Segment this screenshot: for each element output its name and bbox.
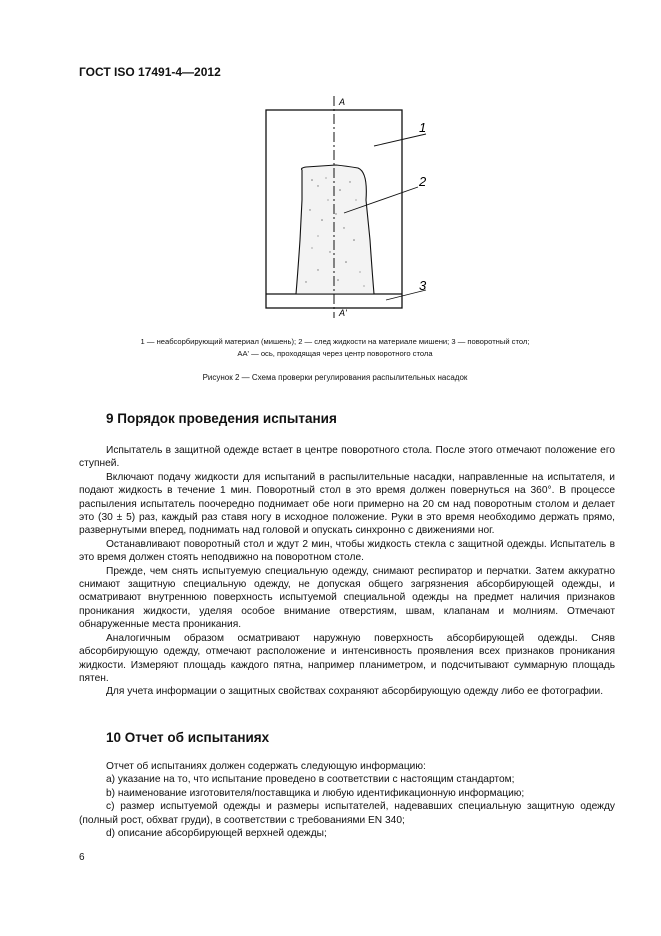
section-9-title: 9 Порядок проведения испытания bbox=[106, 411, 337, 426]
section-10-intro: Отчет об испытаниях должен содержать следующую информацию: bbox=[106, 761, 426, 772]
section-9-paragraph: Аналогичным образом осматривают наружную поверхность абсорбирующей одежды. Сняв абсорбирующую одежду, отмечают расположение и интенсивность проявления всех признаков проникания жидкости. Измеряют площадь каждого пятна, например планиметром, и подсчитывают суммарную площадь пятен. bbox=[79, 632, 615, 684]
liquid-trace-shape bbox=[296, 165, 374, 294]
callout-3: 3 bbox=[419, 278, 427, 293]
page-number: 6 bbox=[79, 852, 85, 863]
axis-label-top: A bbox=[339, 97, 346, 107]
section-10-body bbox=[79, 760, 615, 840]
section-9-paragraph: Прежде, чем снять испытуемую специальную одежду, снимают респиратор и перчатки. Затем аккуратно снимают защитную специальную одежду, не допуская общего загрязнения абсорбирующей одежды, и осматривают внутреннюю поверхность испытуемой специальной одежды на предмет наличия признаков проникания жидкости, уделяя особое внимание отверстиям, швам, клапанам и молниям. Отмечают обнаруженные места проникания. bbox=[79, 565, 615, 631]
list-item: b) наименование изготовителя/поставщика и любую идентификационную информацию; bbox=[106, 787, 525, 799]
callout-1: 1 bbox=[419, 120, 427, 135]
figure-caption: Рисунок 2 — Схема проверки регулирования распылительных насадок bbox=[202, 373, 468, 382]
section-9-paragraph: Останавливают поворотный стол и ждут 2 мин, чтобы жидкость стекла с защитной одежды. Испытатель в это время должен стоять неподвижно на поворотном столе. bbox=[79, 538, 615, 564]
section-10-title: 10 Отчет об испытаниях bbox=[106, 730, 270, 745]
list-item: a) указание на то, что испытание проведено в соответствии с настоящим стандартом; bbox=[106, 774, 515, 786]
leader-1 bbox=[374, 134, 426, 146]
figure-2-diagram bbox=[0, 0, 661, 330]
section-9-paragraph: Испытатель в защитной одежде встает в центре поворотного стола. После этого отмечают положение его ступней. bbox=[79, 445, 615, 470]
section-9-paragraph: Включают подачу жидкости для испытаний в распылительные насадки, направленные на испытателя, и подают жидкость в течение 1 мин. Поворотный стол в это время должен повернуться на 360°. В процессе распыления испытатель поочередно поднимает обе ноги примерно на 20 см над поворотным столом и делает это (30 ± 5) раз, каждый раз ставя ногу в исходное положение. Руки в это время необходимо держать прямо, развернутыми вперед, поднимать над головой и опускать синхронно с движениями ног. bbox=[79, 471, 615, 537]
figure-legend-line2: AA' — ось, проходящая через центр поворотного стола bbox=[237, 349, 433, 358]
list-item: c) размер испытуемой одежды и размеры испытателей, надевавших специальную защитную одежду (полный рост, обхват груди), в соответствии с требованиями EN 340; bbox=[79, 801, 615, 826]
figure-legend-line1: 1 — неабсорбирующий материал (мишень); 2 — след жидкости на материале мишени; 3 — поворотный стол; bbox=[140, 337, 530, 346]
callout-2: 2 bbox=[419, 174, 427, 189]
document-header: ГОСТ ISO 17491-4—2012 bbox=[79, 65, 221, 79]
axis-label-bottom: A' bbox=[339, 308, 347, 318]
section-9-paragraph: Для учета информации о защитных свойствах сохраняют абсорбирующую одежду либо ее фотографии. bbox=[106, 686, 604, 698]
list-item: d) описание абсорбирующей верхней одежды; bbox=[106, 828, 327, 840]
section-9-body bbox=[79, 444, 615, 699]
